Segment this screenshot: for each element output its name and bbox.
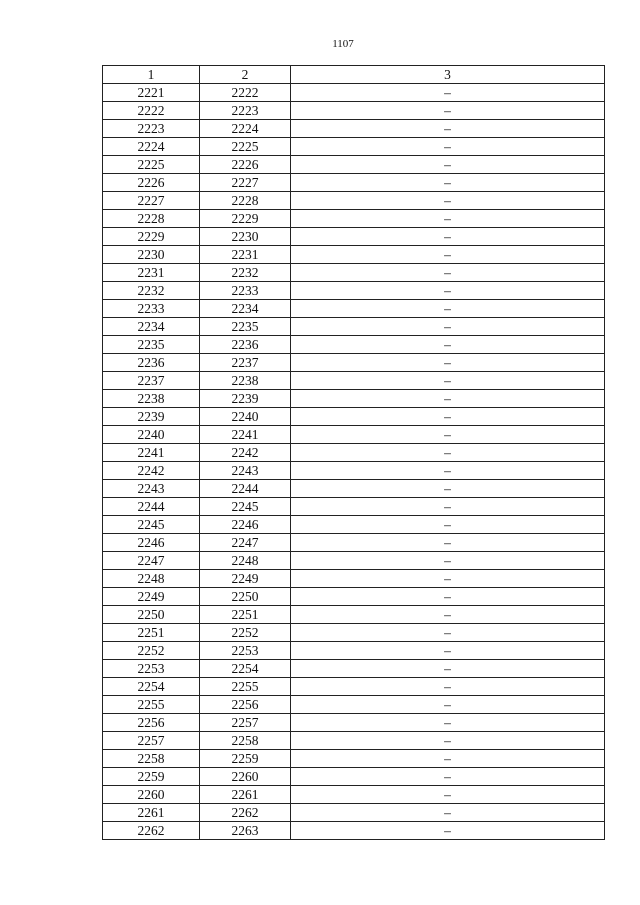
table-cell-col-1: 2254 [103,678,200,696]
table-cell-col-3: – [291,570,605,588]
table-cell-col-1: 2260 [103,786,200,804]
table-cell-col-2: 2238 [200,372,291,390]
table-row [103,192,605,210]
table-cell-col-2: 2258 [200,732,291,750]
table-row [103,426,605,444]
table-cell-col-1: 2248 [103,570,200,588]
table-cell-col-3: – [291,696,605,714]
table-cell-col-1: 2258 [103,750,200,768]
table-cell-col-2: 2246 [200,516,291,534]
table-row [103,768,605,786]
table-row [103,372,605,390]
column-header-3: 3 [291,66,605,84]
table-cell-col-3: – [291,282,605,300]
table-body [103,84,605,840]
table-row [103,750,605,768]
table-cell-col-2: 2242 [200,444,291,462]
column-header-2: 2 [200,66,291,84]
table-cell-col-2: 2224 [200,120,291,138]
table-cell-col-1: 2234 [103,318,200,336]
table-header [103,66,605,84]
table-cell-col-1: 2243 [103,480,200,498]
table-cell-col-3: – [291,714,605,732]
table-cell-col-1: 2256 [103,714,200,732]
table-row [103,606,605,624]
table-cell-col-3: – [291,102,605,120]
table-cell-col-2: 2223 [200,102,291,120]
table-cell-col-3: – [291,462,605,480]
table-cell-col-3: – [291,372,605,390]
table-row [103,282,605,300]
table-cell-col-1: 2245 [103,516,200,534]
table-cell-col-2: 2252 [200,624,291,642]
table-cell-col-1: 2224 [103,138,200,156]
table-row [103,174,605,192]
table-cell-col-2: 2248 [200,552,291,570]
table-cell-col-1: 2221 [103,84,200,102]
table-cell-col-3: – [291,444,605,462]
table-cell-col-3: – [291,804,605,822]
table-cell-col-2: 2244 [200,480,291,498]
table-cell-col-3: – [291,480,605,498]
table-cell-col-3: – [291,408,605,426]
table-cell-col-1: 2235 [103,336,200,354]
table-cell-col-3: – [291,228,605,246]
table-row [103,390,605,408]
table-cell-col-1: 2233 [103,300,200,318]
table-cell-col-1: 2259 [103,768,200,786]
table-cell-col-1: 2244 [103,498,200,516]
table-row [103,444,605,462]
table-cell-col-2: 2253 [200,642,291,660]
table-row [103,660,605,678]
table-row [103,138,605,156]
table-cell-col-2: 2236 [200,336,291,354]
table-cell-col-1: 2225 [103,156,200,174]
table-cell-col-2: 2228 [200,192,291,210]
table-cell-col-2: 2227 [200,174,291,192]
table-cell-col-2: 2262 [200,804,291,822]
table-cell-col-1: 2238 [103,390,200,408]
table-row [103,516,605,534]
table-cell-col-3: – [291,516,605,534]
table-cell-col-3: – [291,588,605,606]
table-row [103,246,605,264]
table-cell-col-1: 2255 [103,696,200,714]
table-cell-col-3: – [291,390,605,408]
table-cell-col-2: 2231 [200,246,291,264]
table-cell-col-3: – [291,552,605,570]
table-row [103,228,605,246]
table-row [103,408,605,426]
table-cell-col-1: 2226 [103,174,200,192]
table-cell-col-1: 2240 [103,426,200,444]
table-cell-col-2: 2240 [200,408,291,426]
table-cell-col-1: 2236 [103,354,200,372]
table-cell-col-1: 2249 [103,588,200,606]
table-row [103,696,605,714]
table-row [103,732,605,750]
table-row [103,642,605,660]
table-cell-col-1: 2262 [103,822,200,840]
table-cell-col-1: 2231 [103,264,200,282]
table-cell-col-3: – [291,156,605,174]
table-row [103,264,605,282]
table-row [103,156,605,174]
table-cell-col-2: 2251 [200,606,291,624]
table-cell-col-2: 2250 [200,588,291,606]
table-cell-col-2: 2232 [200,264,291,282]
table-cell-col-3: – [291,210,605,228]
table-cell-col-2: 2254 [200,660,291,678]
page-number: 1107 [332,38,354,50]
table-cell-col-3: – [291,822,605,840]
table-row [103,570,605,588]
table-cell-col-2: 2260 [200,768,291,786]
table-cell-col-2: 2229 [200,210,291,228]
table-cell-col-2: 2256 [200,696,291,714]
table-cell-col-1: 2261 [103,804,200,822]
table-cell-col-3: – [291,786,605,804]
table-cell-col-3: – [291,660,605,678]
table-row [103,534,605,552]
table-row [103,300,605,318]
table-cell-col-1: 2251 [103,624,200,642]
table-row [103,624,605,642]
table-cell-col-3: – [291,174,605,192]
table-cell-col-1: 2246 [103,534,200,552]
table-cell-col-3: – [291,120,605,138]
table-row [103,462,605,480]
table-cell-col-2: 2259 [200,750,291,768]
table-cell-col-3: – [291,264,605,282]
table-cell-col-3: – [291,246,605,264]
table-cell-col-2: 2234 [200,300,291,318]
table-cell-col-1: 2232 [103,282,200,300]
table-cell-col-1: 2223 [103,120,200,138]
table-cell-col-3: – [291,318,605,336]
table-cell-col-3: – [291,426,605,444]
table-row [103,804,605,822]
column-header-1: 1 [103,66,200,84]
table-header-row [103,66,605,84]
table-cell-col-3: – [291,138,605,156]
table-cell-col-2: 2222 [200,84,291,102]
table-row [103,102,605,120]
table-row [103,354,605,372]
table-cell-col-1: 2228 [103,210,200,228]
table-row [103,498,605,516]
table-cell-col-1: 2237 [103,372,200,390]
table-cell-col-3: – [291,498,605,516]
table-cell-col-2: 2225 [200,138,291,156]
table-cell-col-1: 2250 [103,606,200,624]
table-cell-col-2: 2230 [200,228,291,246]
table-row [103,822,605,840]
table-row [103,120,605,138]
table-cell-col-3: – [291,336,605,354]
table-cell-col-1: 2253 [103,660,200,678]
table-cell-col-1: 2257 [103,732,200,750]
table-cell-col-2: 2226 [200,156,291,174]
table-cell-col-1: 2241 [103,444,200,462]
table-cell-col-3: – [291,534,605,552]
table-cell-col-3: – [291,192,605,210]
table-cell-col-1: 2229 [103,228,200,246]
table-row [103,84,605,102]
table-row [103,552,605,570]
data-table [102,65,605,840]
table-cell-col-3: – [291,768,605,786]
table-cell-col-1: 2242 [103,462,200,480]
table-cell-col-1: 2222 [103,102,200,120]
table-row [103,786,605,804]
table-cell-col-2: 2249 [200,570,291,588]
table-row [103,480,605,498]
table-cell-col-1: 2252 [103,642,200,660]
table-cell-col-3: – [291,750,605,768]
table-cell-col-2: 2233 [200,282,291,300]
table-cell-col-2: 2257 [200,714,291,732]
table-cell-col-1: 2239 [103,408,200,426]
table-cell-col-3: – [291,678,605,696]
table-cell-col-2: 2241 [200,426,291,444]
table-row [103,714,605,732]
table-cell-col-2: 2235 [200,318,291,336]
table-cell-col-3: – [291,84,605,102]
table-cell-col-3: – [291,642,605,660]
table-row [103,318,605,336]
table-cell-col-2: 2237 [200,354,291,372]
table-cell-col-2: 2261 [200,786,291,804]
table-cell-col-2: 2245 [200,498,291,516]
table-row [103,336,605,354]
table-row [103,678,605,696]
table-cell-col-1: 2247 [103,552,200,570]
table-cell-col-2: 2247 [200,534,291,552]
table-cell-col-1: 2230 [103,246,200,264]
table-cell-col-2: 2239 [200,390,291,408]
table-cell-col-3: – [291,624,605,642]
table-cell-col-3: – [291,732,605,750]
table-row [103,210,605,228]
table-cell-col-2: 2243 [200,462,291,480]
table-cell-col-3: – [291,354,605,372]
table-cell-col-3: – [291,606,605,624]
table-cell-col-2: 2255 [200,678,291,696]
table-row [103,588,605,606]
table-cell-col-2: 2263 [200,822,291,840]
table-cell-col-3: – [291,300,605,318]
table-cell-col-1: 2227 [103,192,200,210]
